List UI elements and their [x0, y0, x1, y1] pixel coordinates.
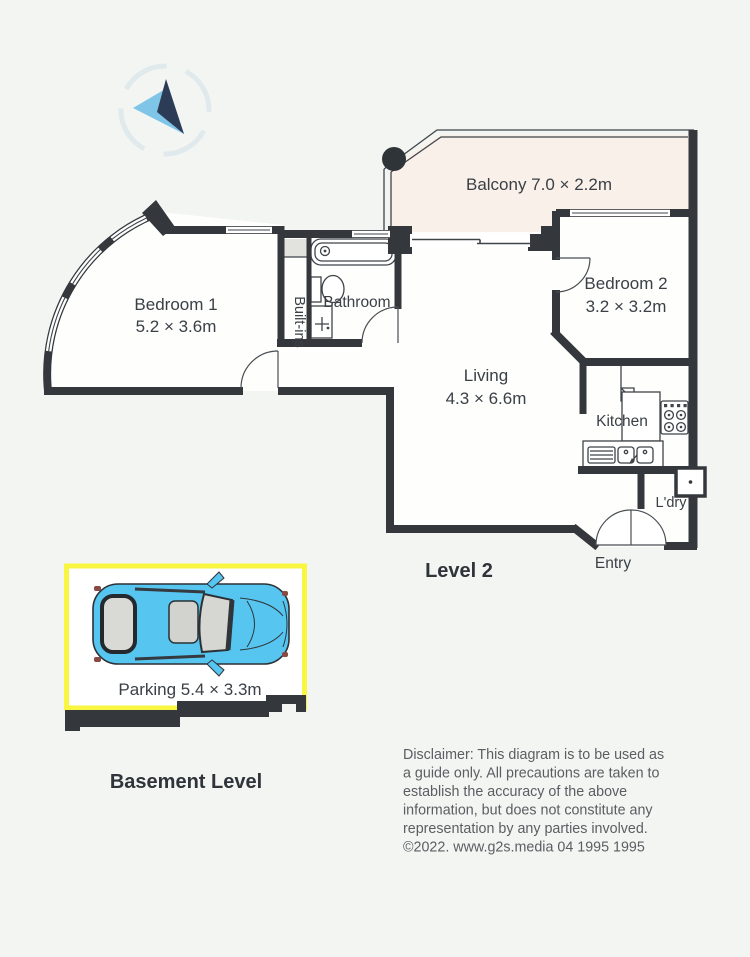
balcony-column: [382, 147, 406, 171]
basement-wall-left: [65, 710, 180, 727]
bathroom-label: Bathroom: [323, 294, 391, 311]
kitchen-label: Kitchen: [596, 413, 648, 430]
stove-burner-dot: [680, 414, 683, 417]
sliding-door-track: [410, 234, 530, 247]
bedroom1-dims: 5.2 × 3.6m: [135, 317, 217, 336]
basement-wall-left-tip: [65, 710, 80, 731]
disclaimer-line: a guide only. All precautions are taken to: [403, 765, 660, 782]
car-tail-light: [94, 586, 101, 591]
stove-knob: [671, 404, 674, 407]
disclaimer-line: ©2022. www.g2s.media 04 1995 1995: [403, 839, 645, 856]
living-name: Living: [463, 366, 509, 385]
stove-knob: [677, 404, 680, 407]
builtins-label: Built-ins: [291, 296, 307, 348]
disclaimer-line: Disclaimer: This diagram is to be used as: [403, 747, 665, 763]
wall-stub-bedroom2-corner: [541, 226, 560, 241]
basement-title: Basement Level: [109, 771, 263, 793]
bedroom1-name: Bedroom 1: [134, 295, 218, 314]
disclaimer-line: representation by any parties involved.: [403, 821, 648, 837]
bathtub-faucet-dot: [324, 250, 327, 253]
bedroom2-name: Bedroom 2: [584, 274, 668, 293]
vanity-dot: [327, 327, 330, 330]
washing-machine-dot: [689, 480, 693, 484]
disclaimer-line: information, but does not constitute any: [403, 802, 653, 819]
car-head-light: [282, 652, 288, 657]
toilet-tank: [311, 277, 321, 302]
basement-wall-mid: [177, 701, 269, 717]
car-rear-window: [102, 596, 135, 652]
bedroom2-dims: 3.2 × 3.2m: [585, 297, 667, 316]
builtins-shelf: [284, 239, 307, 257]
level2-title: Level 2: [425, 560, 493, 582]
car-top-view: [93, 572, 289, 676]
stove-knob: [684, 404, 687, 407]
car-tail-light: [94, 657, 101, 662]
stove-icon: [661, 401, 688, 434]
disclaimer-line: establish the accuracy of the above: [403, 784, 628, 800]
car-head-light: [282, 591, 288, 596]
parking-label: Parking 5.4 × 3.3m: [118, 680, 262, 699]
car-sunroof: [169, 601, 198, 643]
stove-knob: [664, 404, 667, 407]
stove-burner-dot: [680, 426, 683, 429]
wall-stub-sliding-left: [388, 226, 412, 254]
living-dims: 4.3 × 6.6m: [445, 389, 527, 408]
basement-wall-notch: [282, 704, 296, 724]
sliding-door: [410, 234, 531, 247]
laundry-label: L'dry: [655, 495, 687, 511]
stove-burner-dot: [668, 426, 671, 429]
entry-label: Entry: [594, 555, 632, 572]
balcony-label: Balcony 7.0 × 2.2m: [465, 175, 613, 194]
stove-burner-dot: [668, 414, 671, 417]
